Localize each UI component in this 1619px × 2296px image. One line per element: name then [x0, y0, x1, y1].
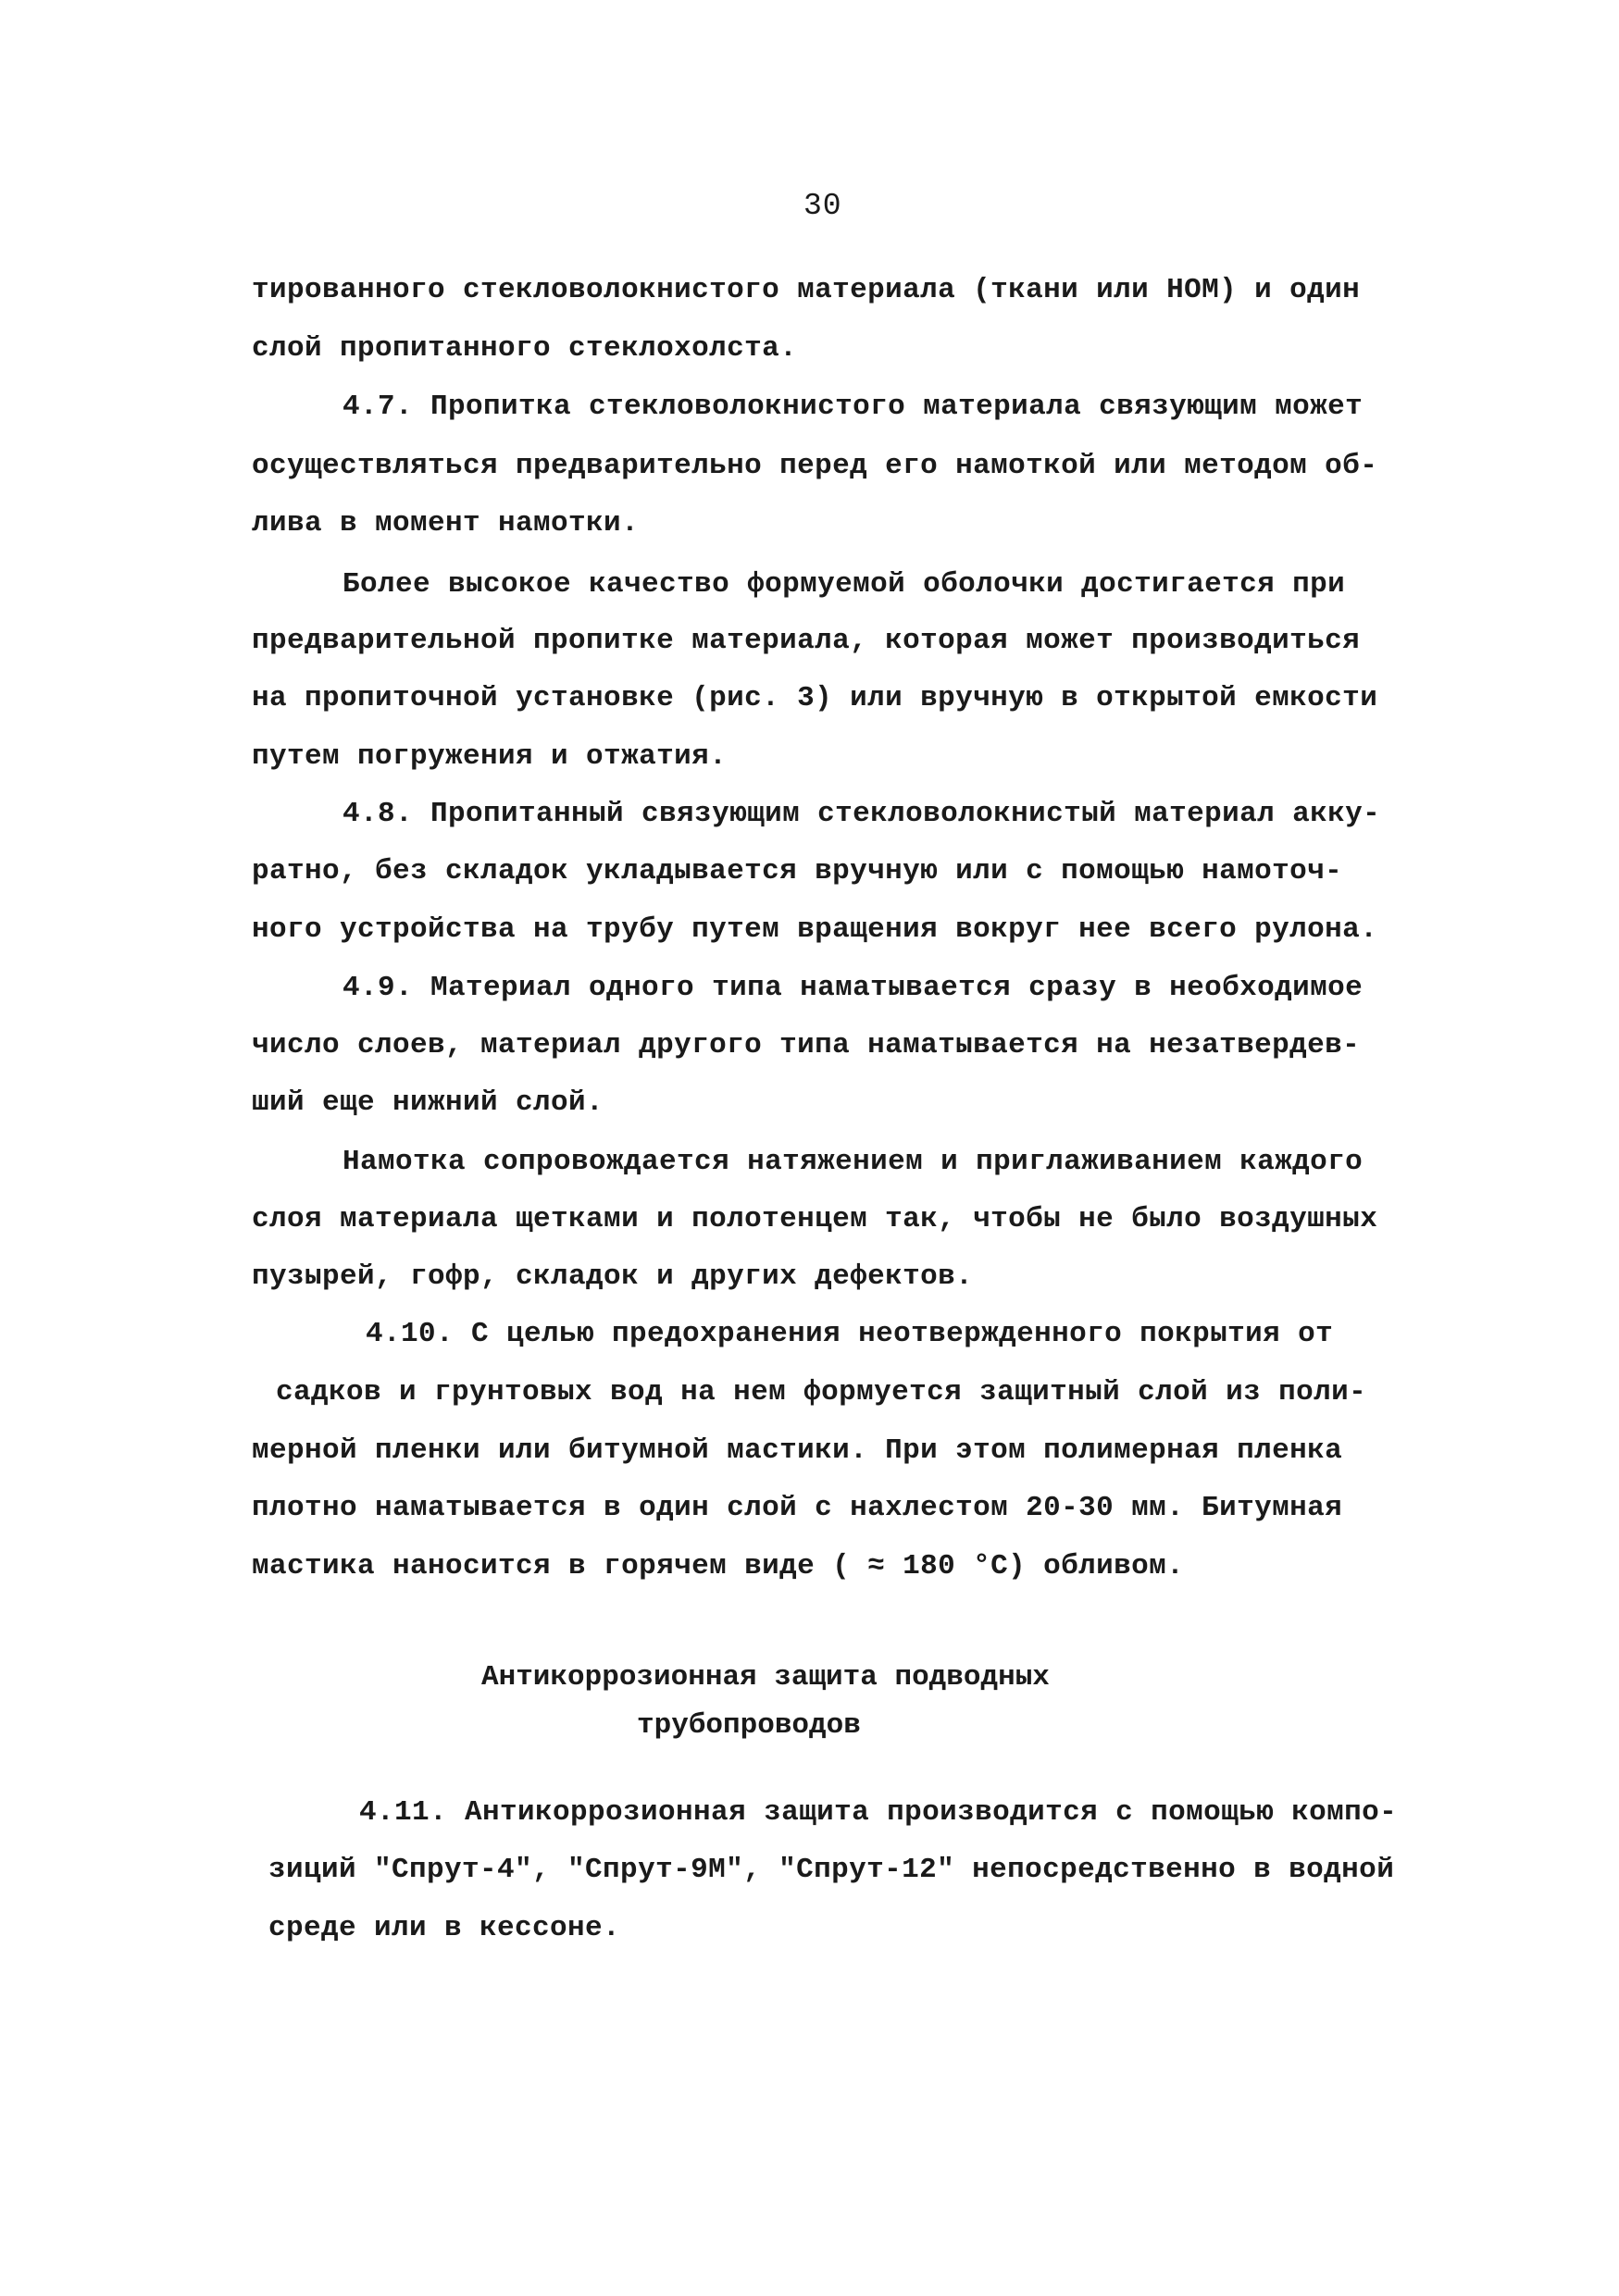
text-line: 4.10. С целью предохранения неотвержденного покрытия от — [366, 1318, 1334, 1350]
text-line: Намотка сопровождается натяжением и приглаживанием каждого — [342, 1146, 1364, 1178]
text-line: путем погружения и отжатия. — [252, 740, 728, 773]
text-line: слоя материала щетками и полотенцем так, чтобы не было воздушных — [252, 1203, 1378, 1235]
text-line: на пропиточной установке (рис. 3) или вручную в открытой емкости — [252, 682, 1378, 714]
text-line: среде или в кессоне. — [268, 1912, 621, 1944]
text-line: мастика наносится в горячем виде ( ≈ 180 °С) обливом. — [252, 1550, 1185, 1582]
text-line: слой пропитанного стеклохолста. — [252, 332, 798, 365]
text-line: тированного стекловолокнистого материала (ткани или НОМ) и один — [252, 274, 1361, 306]
text-line: 4.8. Пропитанный связующим стекловолокнистый материал акку- — [342, 798, 1381, 830]
page-number: 30 — [803, 189, 842, 223]
text-line: ший еще нижний слой. — [252, 1086, 604, 1119]
text-line: число слоев, материал другого типа наматывается на незатвердев- — [252, 1029, 1361, 1061]
text-line: плотно наматывается в один слой с нахлестом 20-30 мм. Битумная — [252, 1492, 1343, 1524]
text-line: ратно, без складок укладывается вручную или с помощью намоточ- — [252, 855, 1343, 887]
text-line: 4.11. Антикоррозионная защита производится с помощью компо- — [359, 1796, 1398, 1829]
text-line: зиций "Спрут-4", "Спрут-9М", "Спрут-12" непосредственно в водной — [268, 1854, 1395, 1886]
text-line: ного устройства на трубу путем вращения вокруг нее всего рулона. — [252, 913, 1378, 946]
text-line: Более высокое качество формуемой оболочки достигается при — [342, 568, 1346, 601]
section-heading: трубопроводов — [637, 1709, 861, 1742]
text-line: садков и грунтовых вод на нем формуется защитный слой из поли- — [276, 1376, 1367, 1409]
text-line: осуществляться предварительно перед его намоткой или методом об- — [252, 450, 1378, 482]
text-line: 4.7. Пропитка стекловолокнистого материала связующим может — [342, 391, 1364, 423]
text-line: 4.9. Материал одного типа наматывается сразу в необходимое — [342, 972, 1364, 1004]
text-line: предварительной пропитке материала, которая может производиться — [252, 625, 1361, 657]
section-heading: Антикоррозионная защита подводных — [481, 1661, 1050, 1694]
text-line: лива в момент намотки. — [252, 507, 640, 540]
text-line: мерной пленки или битумной мастики. При этом полимерная пленка — [252, 1434, 1343, 1467]
text-line: пузырей, гофр, складок и других дефектов. — [252, 1260, 974, 1293]
